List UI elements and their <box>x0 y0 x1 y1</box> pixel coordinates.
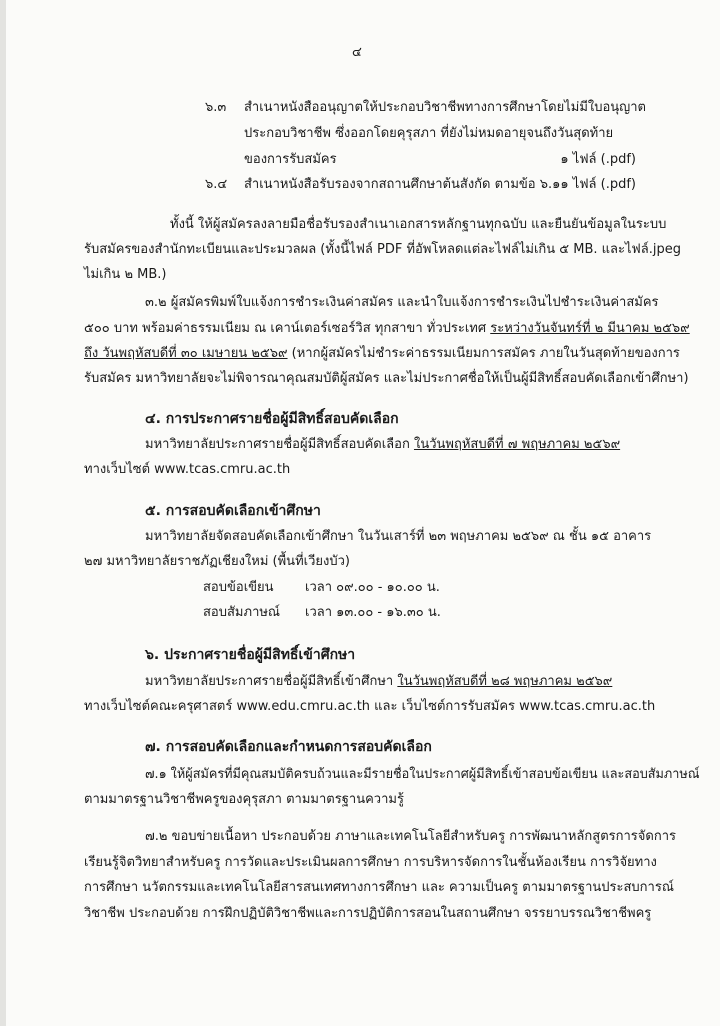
item-6-4-number: ๖.๔ <box>205 177 228 192</box>
section-6-heading: ๖. ประกาศรายชื่อผู้มีสิทธิ์เข้าศึกษา <box>145 647 356 663</box>
item-3-2-line2: ๕๐๐ บาท พร้อมค่าธรรมเนียม ณ เคาน์เตอร์เซอร์วิส ทุกสาขา ทั่วประเทศ ระหว่างวันจันทร์ที่ ๒ มีนาคม ๒๕๖๙ <box>84 321 690 336</box>
item-7-1-line2: ตามมาตรฐานวิชาชีพครูของคุรุสภา ตามมาตรฐานความรู้ <box>84 792 404 807</box>
section-5-line1: มหาวิทยาลัยจัดสอบคัดเลือกเข้าศึกษา ในวันเสาร์ที่ ๒๓ พฤษภาคม ๒๕๖๙ ณ ชั้น ๑๕ อาคาร <box>145 529 652 544</box>
item-6-3-file: ๑ ไฟล์ (.pdf) <box>560 152 636 167</box>
exam-written-time: เวลา ๐๙.๐๐ - ๑๐.๐๐ น. <box>305 580 440 595</box>
item-6-3-line1: สำเนาหนังสืออนุญาตให้ประกอบวิชาชีพทางการศึกษาโดยไม่มีใบอนุญาต <box>244 100 646 115</box>
para-certify-line2: รับสมัครของสำนักทะเบียนและประมวลผล (ทั้งนี้ไฟล์ PDF ที่อัพโหลดแต่ละไฟล์ไม่เกิน ๕ MB. และไฟล์.jpeg <box>84 242 681 257</box>
exam-interview-time: เวลา ๑๓.๐๐ - ๑๖.๓๐ น. <box>305 605 441 620</box>
item-6-4-file: ๑ ไฟล์ (.pdf) <box>560 177 636 192</box>
item-7-1-line1: ๗.๑ ให้ผู้สมัครที่มีคุณสมบัติครบถ้วนและมีรายชื่อในประกาศผู้มีสิทธิ์เข้าสอบข้อเขียน และสอบสัมภาษณ์ <box>145 767 700 782</box>
section-6-line1: มหาวิทยาลัยประกาศรายชื่อผู้มีสิทธิ์เข้าศึกษา ในวันพฤหัสบดีที่ ๒๘ พฤษภาคม ๒๕๖๙ <box>145 674 613 689</box>
section-5-line2: ๒๗ มหาวิทยาลัยราชภัฏเชียงใหม่ (พื้นที่เวียงบัว) <box>84 554 350 569</box>
para-certify-line3: ไม่เกิน ๒ MB.) <box>84 267 167 282</box>
item-3-2-line1: ๓.๒ ผู้สมัครพิมพ์ใบแจ้งการชำระเงินค่าสมัคร และนำใบแจ้งการชำระเงินไปชำระเงินค่าสมัคร <box>145 295 659 310</box>
exam-written-label: สอบข้อเขียน <box>203 580 274 595</box>
item-7-2-line4: วิชาชีพ ประกอบด้วย การฝึกปฏิบัติวิชาชีพและการปฏิบัติการสอนในสถานศึกษา จรรยาบรรณวิชาชีพครู <box>84 906 652 921</box>
item-6-3-line3: ของการรับสมัคร <box>244 152 337 167</box>
item-6-3-number: ๖.๓ <box>205 100 227 115</box>
payment-period-start: ระหว่างวันจันทร์ที่ ๒ มีนาคม ๒๕๖๙ <box>490 321 690 336</box>
announce-date: ในวันพฤหัสบดีที่ ๗ พฤษภาคม ๒๕๖๙ <box>413 437 621 452</box>
section-4-line2: ทางเว็บไซต์ www.tcas.cmru.ac.th <box>84 462 291 477</box>
page-number: ๔ <box>352 45 362 60</box>
section-7-heading: ๗. การสอบคัดเลือกและกำหนดการสอบคัดเลือก <box>145 739 432 755</box>
admission-date: ในวันพฤหัสบดีที่ ๒๘ พฤษภาคม ๒๕๖๙ <box>397 674 613 689</box>
item-3-2-line4: รับสมัคร มหาวิทยาลัยจะไม่พิจารณาคุณสมบัติผู้สมัคร และไม่ประกาศชื่อให้เป็นผู้มีสิทธิ์สอบคัดเลือกเข้าศึกษา) <box>84 371 689 386</box>
item-6-3-line2: ประกอบวิชาชีพ ซึ่งออกโดยคุรุสภา ที่ยังไม่หมดอายุจนถึงวันสุดท้าย <box>244 126 614 141</box>
item-7-2-line2: เรียนรู้จิตวิทยาสำหรับครู การวัดและประเมินผลการศึกษา การบริหารจัดการในชั้นห้องเรียน การวิจัยทาง <box>84 855 657 870</box>
para-certify-line1: ทั้งนี้ ให้ผู้สมัครลงลายมือชื่อรับรองสำเนาเอกสารหลักฐานทุกฉบับ และยืนยันข้อมูลในระบบ <box>170 217 667 232</box>
payment-period-end: ถึง วันพฤหัสบดีที่ ๓๐ เมษายน ๒๕๖๙ <box>84 346 288 361</box>
item-3-2-line3: ถึง วันพฤหัสบดีที่ ๓๐ เมษายน ๒๕๖๙ (หากผู้สมัครไม่ชำระค่าธรรมเนียมการสมัคร ภายในวันสุดท้ายของการ <box>84 346 680 361</box>
scan-edge <box>0 0 6 1026</box>
section-5-heading: ๕. การสอบคัดเลือกเข้าศึกษา <box>145 503 321 519</box>
section-4-line1: มหาวิทยาลัยประกาศรายชื่อผู้มีสิทธิ์สอบคัดเลือก ในวันพฤหัสบดีที่ ๗ พฤษภาคม ๒๕๖๙ <box>145 437 621 452</box>
item-6-4-line1: สำเนาหนังสือรับรองจากสถานศึกษาต้นสังกัด ตามข้อ ๖.๑ <box>244 177 561 192</box>
item-7-2-line1: ๗.๒ ขอบข่ายเนื้อหา ประกอบด้วย ภาษาและเทคโนโลยีสำหรับครู การพัฒนาหลักสูตรการจัดการ <box>145 829 676 844</box>
item-7-2-line3: การศึกษา นวัตกรรมและเทคโนโลยีสารสนเทศทางการศึกษา และ ความเป็นครู ตามมาตรฐานประสบการณ์ <box>84 880 674 895</box>
section-6-line2: ทางเว็บไซต์คณะครุศาสตร์ www.edu.cmru.ac.th และ เว็บไซต์การรับสมัคร www.tcas.cmru.ac.th <box>84 699 656 714</box>
exam-interview-label: สอบสัมภาษณ์ <box>203 605 280 620</box>
section-4-heading: ๔. การประกาศรายชื่อผู้มีสิทธิ์สอบคัดเลือก <box>145 411 399 427</box>
